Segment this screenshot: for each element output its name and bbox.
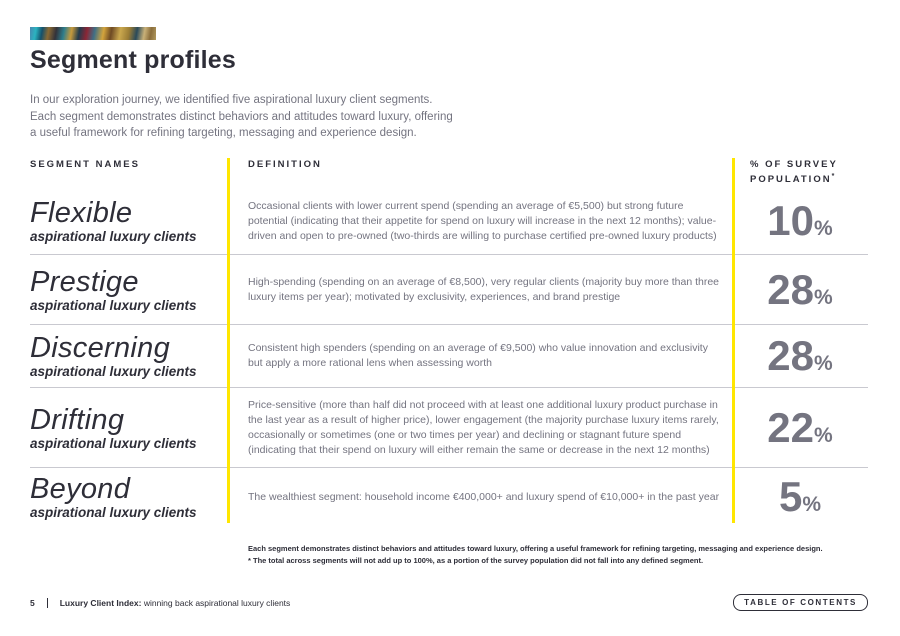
segment-name: Beyond	[30, 473, 131, 505]
percentage-sign: %	[814, 217, 833, 240]
column-divider-accent	[732, 158, 735, 523]
segment-percentage	[732, 403, 868, 451]
intro-line: Each segment demonstrates distinct behaviors and attitudes toward luxury, offering	[30, 110, 453, 123]
segment-percentage	[732, 197, 868, 244]
percentage-sign: %	[814, 352, 833, 375]
page-footer	[30, 596, 290, 610]
table-row	[30, 468, 868, 526]
segment-name-cell	[30, 198, 228, 244]
population-header-line2: POPULATION	[750, 174, 832, 186]
segment-name: Drifting	[30, 403, 125, 436]
intro-paragraph	[30, 92, 453, 142]
segment-name-cell	[30, 405, 228, 451]
segment-name-cell	[30, 474, 228, 520]
footer-divider	[47, 598, 48, 608]
decorative-art-strip-image	[30, 27, 156, 40]
population-header-line1: % OF SURVEY	[750, 159, 838, 170]
intro-line: In our exploration journey, we identified five aspirational luxury client segments.	[30, 94, 433, 106]
segment-definition: High-spending (spending on an average of €8,500), very regular clients (majority buy more than three luxury items per year); motivated by exclusivity, experiences, and brand prestige	[248, 275, 720, 303]
segment-subtitle: aspirational luxury clients	[30, 297, 197, 313]
segment-name: Discerning	[30, 332, 170, 364]
table-of-contents-button[interactable]: TABLE OF CONTENTS	[733, 594, 868, 611]
column-header-definition: DEFINITION	[248, 159, 322, 170]
percentage-value: 5	[778, 473, 803, 520]
segment-percentage	[732, 265, 868, 313]
column-header-population	[732, 155, 868, 186]
segments-table	[30, 155, 868, 526]
footnote-line: Each segment demonstrates distinct behaviors and attitudes toward luxury, offering a useful framework for refining targeting, messaging and experience design.	[248, 544, 823, 553]
segment-subtitle: aspirational luxury clients	[30, 229, 197, 244]
page-number: 5	[30, 598, 35, 608]
table-row	[30, 325, 868, 388]
segment-definition: The wealthiest segment: household income €400,000+ and luxury spend of €10,000+ in the past year	[248, 490, 720, 503]
percentage-value: 22	[767, 403, 815, 451]
column-header-segment-names: SEGMENT NAMES	[30, 159, 140, 170]
footnote-marker: *	[831, 173, 835, 180]
percentage-sign: %	[802, 493, 822, 516]
table-row	[30, 188, 868, 255]
document-title	[60, 598, 291, 608]
document-title-bold: Luxury Client Index:	[59, 598, 142, 608]
segment-percentage	[732, 332, 868, 379]
segment-name-cell	[30, 267, 228, 313]
percentage-value: 28	[767, 265, 815, 313]
footnote-line: * The total across segments will not add up to 100%, as a portion of the survey population did not fall into any defined segment.	[248, 556, 704, 565]
segment-subtitle: aspirational luxury clients	[30, 505, 197, 520]
segment-name: Prestige	[30, 265, 139, 298]
segment-definition: Price-sensitive (more than half did not proceed with at least one additional luxury product purchase in the last year as a result of higher price), lower engagement (the majority purchase luxury items rarely, occasionally or sometimes (one or two times per year) and declining or stagnant future spend (indicating that their spend on luxury will either remain the same or decrease in the next 12 months)	[248, 398, 719, 456]
segment-definition: Consistent high spenders (spending on an average of €9,500) who value innovation and exclusivity but apply a more rational lens when assessing worth	[248, 342, 708, 369]
segment-definition: Occasional clients with lower current spend (spending an average of €5,500) but strong future potential (indicating that their appetite for spend on luxury will increase in the next 12 months); value-driven and open to pre-owned (two-thirds are willing to purchase certified pre-owned luxury products)	[248, 199, 717, 242]
table-row	[30, 388, 868, 468]
page-title: Segment profiles	[30, 46, 237, 74]
document-title-rest: winning back aspirational luxury clients	[141, 598, 291, 608]
segment-name-cell	[30, 333, 228, 379]
footnotes	[248, 543, 823, 567]
intro-line: a useful framework for refining targeting, messaging and experience design.	[30, 127, 417, 139]
table-row	[30, 255, 868, 325]
column-divider-accent	[227, 158, 230, 523]
segment-subtitle: aspirational luxury clients	[30, 435, 197, 451]
percentage-value: 10	[767, 197, 815, 244]
percentage-sign: %	[814, 423, 833, 447]
percentage-value: 28	[767, 332, 815, 379]
percentage-sign: %	[814, 285, 833, 309]
segment-name: Flexible	[30, 197, 133, 229]
segment-subtitle: aspirational luxury clients	[30, 364, 197, 379]
table-header-row	[30, 155, 868, 188]
segment-percentage	[732, 473, 868, 520]
